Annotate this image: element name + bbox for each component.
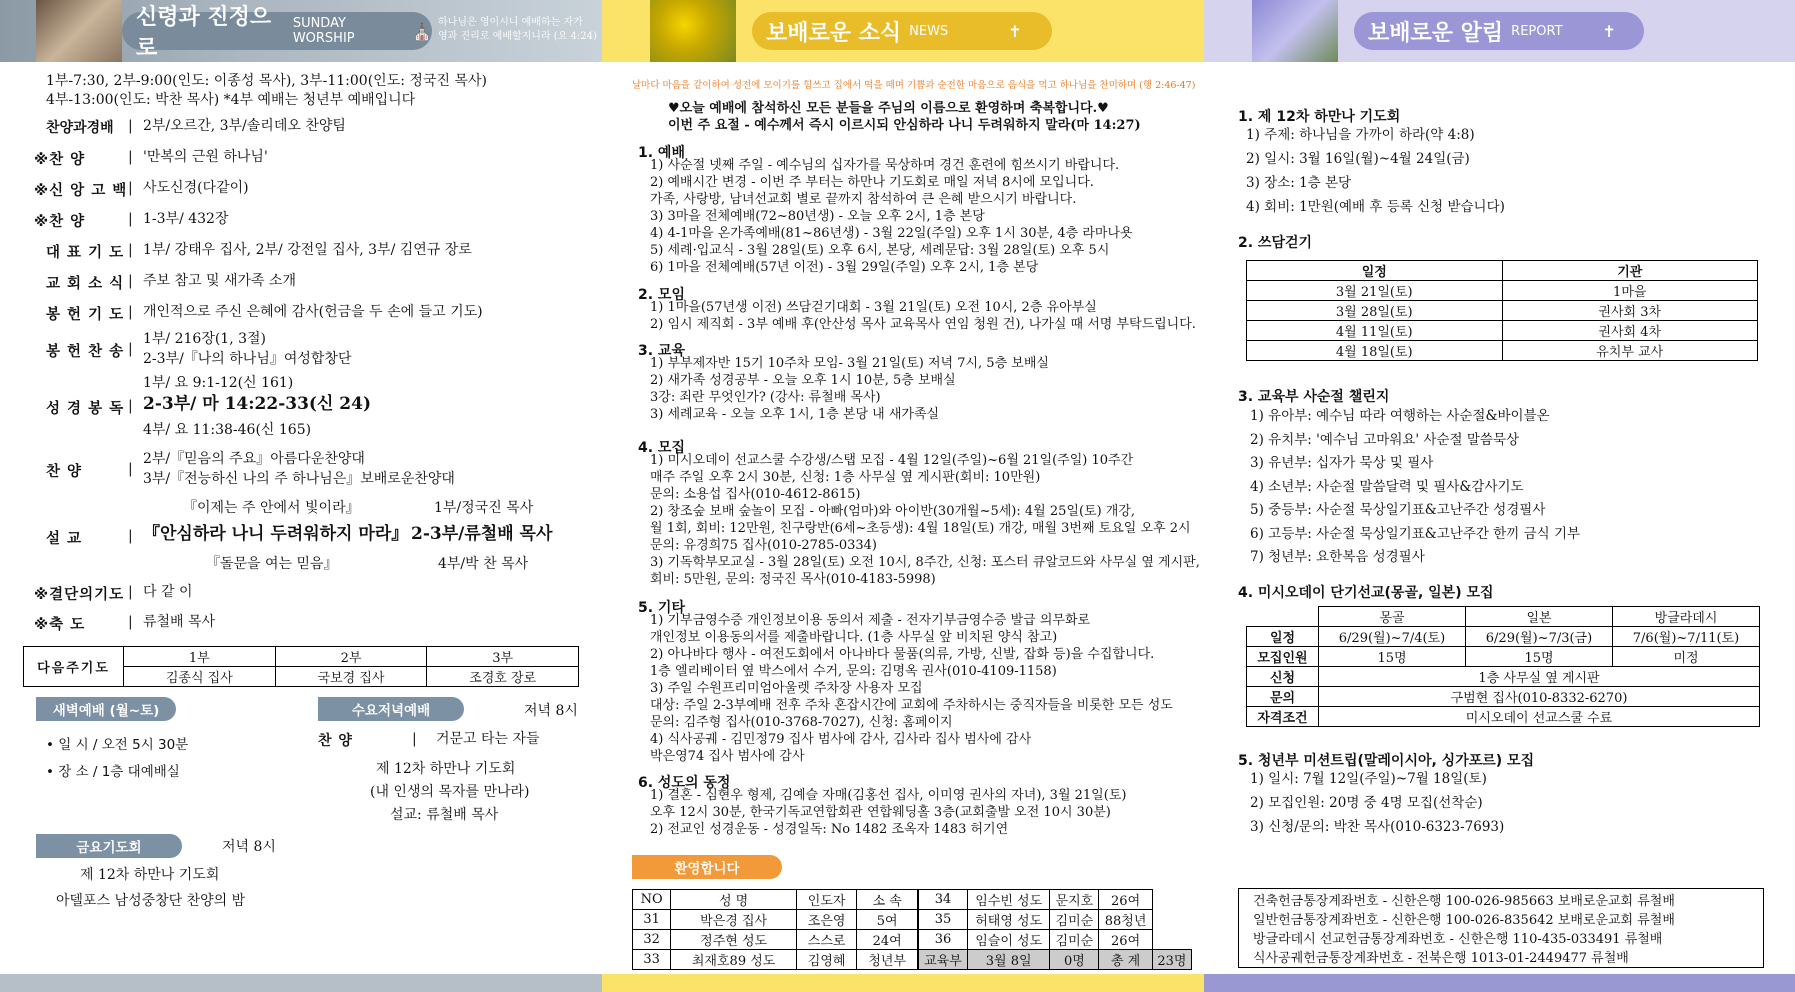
wt-cell: 36 xyxy=(919,930,968,950)
wt-cell: 허태영 성도 xyxy=(967,910,1049,930)
row2-sep-0: | xyxy=(128,584,133,600)
hymn-line-1: 1부/ 216장(1, 3절) xyxy=(143,331,267,347)
wt-cell: 5여 xyxy=(857,910,918,930)
wt-head: 소 속 xyxy=(857,890,918,910)
row-label-2: ※신 앙 고 백 xyxy=(34,183,128,199)
wednesday-time: 저녁 8시 xyxy=(524,703,578,719)
news-s5-line: 개인정보 이용동의서를 제출바랍니다. (1층 사무실 앞 비치된 양식 참고) xyxy=(650,630,1058,645)
row-label-0: 찬양과경배 xyxy=(46,120,114,136)
walk-cell: 4월 11일(토) xyxy=(1247,321,1503,341)
row-text-2: 사도신경(다같이) xyxy=(143,180,249,196)
wt-total: 23명 xyxy=(1152,950,1191,970)
report-a2-title: 2. 쓰담걷기 xyxy=(1238,235,1313,251)
row-sep-3: | xyxy=(128,211,133,227)
wt-cell: 스스로 xyxy=(796,930,857,950)
header-photo-flowers xyxy=(650,0,736,62)
sermon-1-title: 『이제는 주 안에서 빛이라』 xyxy=(183,500,360,516)
report-a4-title: 4. 미시오데이 단기선교(몽골, 일본) 모집 xyxy=(1238,585,1494,601)
news-s5-line: 1층 엘리베이터 옆 박스에서 수거, 문의: 김명옥 권사(010-4109-1158) xyxy=(650,664,1057,679)
news-footer-band xyxy=(602,974,1204,992)
friday-time: 저녁 8시 xyxy=(222,839,276,855)
row2-text-1: 류철배 목사 xyxy=(143,614,216,630)
mission-cell: 미정 xyxy=(1613,647,1760,667)
wednesday-praise-label: 찬 양 xyxy=(318,733,353,749)
reading-post: 4부/ 요 11:38-46(신 165) xyxy=(143,422,312,438)
wt-cell: 최재호89 성도 xyxy=(671,950,797,970)
report-a3-line: 2) 유치부: '예수님 고마워요' 사순절 말씀묵상 xyxy=(1250,431,1519,448)
sermon-sep: | xyxy=(128,528,133,544)
wt-cell: 조은영 xyxy=(796,910,857,930)
wt-total: 교육부 xyxy=(919,950,968,970)
row-sep-6: | xyxy=(128,304,133,320)
bank-accounts-box xyxy=(1238,888,1764,968)
wt-head: NO xyxy=(633,890,671,910)
walking-schedule-table xyxy=(1246,260,1758,361)
mission-cell: 6/29(월)~7/4(토) xyxy=(1319,627,1466,647)
news-s1-line: 1) 사순절 넷째 주일 - 예수님의 십자가를 묵상하며 경건 훈련에 힘쓰시기 바랍니다. xyxy=(650,158,1120,173)
welcome-line: ♥오늘 예배에 참석하신 모든 분들을 주님의 이름으로 환영하며 축복합니다.♥ xyxy=(668,101,1109,116)
news-s6-line: 1) 결혼 - 심현우 형제, 김예슬 자매(김홍선 집사, 이미영 권사의 자녀), 3월 21일(토) xyxy=(650,788,1127,803)
news-s5-line: 2) 아나바다 행사 - 여전도회에서 아나바다 물품(의류, 가방, 신발, 잡화 등)을 수집합니다. xyxy=(650,647,1155,662)
row-text-6: 개인적으로 주신 은혜에 감사(헌금을 두 손에 들고 기도) xyxy=(143,304,483,320)
report-a5-title: 5. 청년부 미션트립(말레이시아, 싱가포르) 모집 xyxy=(1238,753,1535,769)
news-s1-line: 5) 세례·입교식 - 3월 28일(토) 오후 6시, 본당, 세례문답: 3월 28일(토) 오후 5시 xyxy=(650,243,1110,258)
wt-cell: 88청년 xyxy=(1099,910,1153,930)
mission-head: 일본 xyxy=(1466,607,1613,627)
header-photo xyxy=(36,0,122,62)
service-times-1: 1부-7:30, 2부-9:00(인도: 이종성 목사), 3부-11:00(인도: 정국진 목사) xyxy=(46,73,487,89)
row-text-0: 2부/오르간, 3부/솔리데오 찬양팀 xyxy=(143,118,346,134)
report-a3-line: 6) 고등부: 사순절 묵상일기표&고난주간 한끼 금식 기부 xyxy=(1250,525,1581,542)
news-s5-line: 4) 식사공궤 - 김민정79 집사 범사에 감사, 김사라 집사 범사에 감사 xyxy=(650,732,1032,747)
church-icon: ⛪ xyxy=(412,21,432,41)
news-s1-line: 4) 4-1마을 온가족예배(81~86년생) - 3월 22일(주일) 오후 1시 30분, 4층 라마나욧 xyxy=(650,226,1133,241)
praise-line-1: 2부/『믿음의 주요』아름다운찬양대 xyxy=(143,451,365,467)
bank-account-line: 일반헌금통장계좌번호 - 신한은행 100-026-835642 보배로운교회 류철배 xyxy=(1253,913,1675,928)
walk-cell: 4월 18일(토) xyxy=(1247,341,1503,361)
wt-cell: 박은경 집사 xyxy=(671,910,797,930)
row2-label-0: ※결단의기도 xyxy=(34,587,125,603)
header-photo-lavender xyxy=(1252,0,1338,62)
walk-cell: 권사회 3차 xyxy=(1502,301,1758,321)
sermon-main-title: 『안심하라 나니 두려워하지 마라』 xyxy=(143,524,409,544)
wt-cell: 문지호 xyxy=(1050,890,1099,910)
wednesday-line-3: 설교: 류철배 목사 xyxy=(390,807,499,823)
dove-icon: ✝ xyxy=(1602,21,1616,41)
next-table-label: 다음주기도 xyxy=(24,647,124,687)
friday-line-1: 제 12차 하만나 기도회 xyxy=(80,867,220,883)
row-text-1: '만복의 근원 하나님' xyxy=(143,149,268,165)
mission-row-label: 문의 xyxy=(1247,687,1319,707)
wt-cell: 김영혜 xyxy=(796,950,857,970)
welcome-pill: 환영합니다 xyxy=(632,855,782,879)
walk-head: 기관 xyxy=(1502,261,1758,281)
reading-main: 2-3부/ 마 14:22-33(신 24) xyxy=(143,394,371,414)
row-text-4: 1부/ 강태우 집사, 2부/ 강전일 집사, 3부/ 김연규 장로 xyxy=(143,242,472,258)
mission-table xyxy=(1246,606,1760,727)
dawn-pill: 새벽예배 (월~토) xyxy=(36,697,176,721)
next-week-prayer-table xyxy=(23,646,579,687)
mission-cell: 1층 사무실 옆 게시판 xyxy=(1319,667,1760,687)
newcomers-table-right xyxy=(918,889,1192,970)
row-text-3: 1-3부/ 432장 xyxy=(143,211,229,227)
row-sep-1: | xyxy=(128,149,133,165)
report-a1-line: 2) 일시: 3월 16일(월)~4월 24일(금) xyxy=(1246,151,1470,167)
mission-cell: 구범현 집사(010-8332-6270) xyxy=(1319,687,1760,707)
report-a5-line: 1) 일시: 7월 12일(주일)~7월 18일(토) xyxy=(1250,771,1487,787)
news-column xyxy=(602,0,1204,992)
news-s4-line: 매주 주일 오후 2시 30분, 신청: 1층 사무실 옆 게시판(회비: 10만원) xyxy=(650,470,1041,485)
row-sep-4: | xyxy=(128,242,133,258)
report-a3-line: 7) 청년부: 요한복음 성경필사 xyxy=(1250,549,1425,565)
wednesday-line-1: 제 12차 하만나 기도회 xyxy=(376,761,516,777)
news-s5-line: 대상: 주일 2-3부예배 전후 주차 혼잡시간에 교회에 주차하시는 중직자들을 비롯한 모든 성도 xyxy=(650,698,1173,713)
news-s4-line: 월 1회, 회비: 12만원, 친구랑반(6세~초등생): 4월 18일(토) 개강, 매월 3번째 토요일 오후 2시 xyxy=(650,521,1191,536)
row2-text-0: 다 같 이 xyxy=(143,584,193,600)
news-s3-line: 2) 새가족 성경공부 - 오늘 오후 1시 10분, 5층 보배실 xyxy=(650,373,956,388)
next-table-v2: 국보경 집사 xyxy=(275,667,427,687)
mission-row-label: 모집인원 xyxy=(1247,647,1319,667)
news-s5-line: 1) 기부금영수증 개인정보이용 동의서 제출 - 전자기부금영수증 발급 의무화로 xyxy=(650,613,1091,628)
news-s3-line: 3강: 죄란 무엇인가? (강사: 류철배 목사) xyxy=(650,390,881,405)
news-s4-line: 문의: 소용섭 집사(010-4612-8615) xyxy=(650,487,861,502)
report-a1-line: 1) 주제: 하나님을 가까이 하라(약 4:8) xyxy=(1246,127,1475,143)
bank-account-line: 건축헌금통장계좌번호 - 신한은행 100-026-985663 보배로운교회 류철배 xyxy=(1253,894,1675,909)
row-text-5: 주보 참고 및 새가족 소개 xyxy=(143,273,297,289)
wt-cell: 33 xyxy=(633,950,671,970)
row-sep-5: | xyxy=(128,273,133,289)
worship-title: 신령과 진정으로 xyxy=(136,5,272,61)
report-a3-title: 3. 교육부 사순절 챌린지 xyxy=(1238,389,1390,405)
news-s1-line: 3) 3마을 전체예배(72~80년생) - 오늘 오후 2시, 1층 본당 xyxy=(650,209,985,224)
report-a3-line: 4) 소년부: 사순절 말씀달력 및 필사&감사기도 xyxy=(1250,478,1524,495)
service-times-2: 4부-13:00(인도: 박찬 목사) *4부 예배는 청년부 예배입니다 xyxy=(46,92,416,108)
next-table-h3: 3부 xyxy=(427,647,579,667)
sermon-2-preacher: 4부/박 찬 목사 xyxy=(438,556,529,572)
report-a1-title: 1. 제 12차 하만나 기도회 xyxy=(1238,109,1401,125)
sermon-label: 설 교 xyxy=(46,531,83,547)
wt-cell: 31 xyxy=(633,910,671,930)
wt-total: 총 계 xyxy=(1099,950,1153,970)
bank-account-line: 식사공궤헌금통장계좌번호 - 전북은행 1013-01-2449477 류철배 xyxy=(1253,951,1629,966)
bank-account-line: 방글라데시 선교헌금통장계좌번호 - 신한은행 110-435-033491 류철배 xyxy=(1253,932,1663,947)
mission-cell: 7/6(월)~7/11(토) xyxy=(1613,627,1760,647)
news-header-pill xyxy=(752,12,1052,50)
report-subtitle: REPORT xyxy=(1511,23,1563,39)
report-footer-band xyxy=(1204,974,1795,992)
dove-icon: ✝ xyxy=(1008,21,1022,41)
sermon-1-preacher: 1부/정국진 목사 xyxy=(434,500,534,516)
hymn-sep: | xyxy=(128,341,133,357)
report-a3-line: 1) 유아부: 예수님 따라 여행하는 사순절&바이블온 xyxy=(1250,408,1550,424)
reading-label: 성 경 봉 독 xyxy=(46,401,125,417)
wt-head: 인도자 xyxy=(796,890,857,910)
friday-pill: 금요기도회 xyxy=(36,834,182,858)
row2-label-1: ※축 도 xyxy=(34,617,86,633)
wednesday-praise-sep: | xyxy=(412,731,417,747)
header-verse-line1: 하나님은 영이시니 예배하는 자가 xyxy=(438,17,583,28)
walk-head: 일정 xyxy=(1247,261,1503,281)
mission-row-label: 일정 xyxy=(1247,627,1319,647)
news-s6-title: 6. 성도의 동정 xyxy=(638,775,731,791)
wt-cell: 임수빈 성도 xyxy=(967,890,1049,910)
walk-cell: 1마을 xyxy=(1502,281,1758,301)
mission-cell: 15명 xyxy=(1319,647,1466,667)
header-verse xyxy=(438,16,597,44)
row2-sep-1: | xyxy=(128,614,133,630)
news-verse: 날마다 마음을 같이하여 성전에 모이기를 힘쓰고 집에서 떡을 떼며 기쁨과 순전한 마음으로 음식을 먹고 하나님을 찬미하며 (행 2:46-47) xyxy=(632,80,1196,91)
row-label-1: ※찬 양 xyxy=(34,152,86,168)
wednesday-praise: 거문고 타는 자들 xyxy=(436,731,540,747)
worship-footer-band xyxy=(0,974,602,992)
row-label-3: ※찬 양 xyxy=(34,214,86,230)
row-label-6: 봉 헌 기 도 xyxy=(46,307,125,323)
weekly-verse: 이번 주 요절 - 예수께서 즉시 이르시되 안심하라 나니 두려워하지 말라(마 14:27) xyxy=(668,118,1141,133)
next-table-h1: 1부 xyxy=(124,647,276,667)
report-column xyxy=(1204,0,1795,992)
worship-subtitle: SUNDAY WORSHIP xyxy=(292,16,355,46)
news-s4-line: 1) 미시오데이 선교스쿨 수강생/스탭 모집 - 4월 12일(주일)~6월 21일(주일) 10주간 xyxy=(650,453,1134,468)
dawn-time: • 일 시 / 오전 5시 30분 xyxy=(46,737,189,753)
news-s1-line: 가족, 사랑방, 남녀선교회 별로 끝까지 참석하여 큰 은혜 받으시기 바랍니다. xyxy=(650,192,1077,207)
walk-cell: 권사회 4차 xyxy=(1502,321,1758,341)
row-label-4: 대 표 기 도 xyxy=(46,245,125,261)
walk-cell: 유치부 교사 xyxy=(1502,341,1758,361)
news-s5-title: 5. 기타 xyxy=(638,600,685,616)
news-s4-line: 3) 기독학부모교실 - 3월 28일(토) 오전 10시, 8주간, 신청: 포스터 큐알코드와 사무실 옆 게시판, xyxy=(650,555,1200,570)
friday-line-2: 아델포스 남성중창단 찬양의 밤 xyxy=(56,893,246,909)
wt-cell: 청년부 xyxy=(857,950,918,970)
news-s1-line: 6) 1마을 전체예배(57년 이전) - 3월 29일(주일) 오후 2시, 1층 본당 xyxy=(650,260,1039,275)
reading-sep: | xyxy=(128,398,133,414)
mission-row-label: 자격조건 xyxy=(1247,707,1319,727)
news-s5-line: 박은영74 집사 범사에 감사 xyxy=(650,749,805,764)
next-table-v3: 조경호 장로 xyxy=(427,667,579,687)
news-s2-line: 2) 임시 제직회 - 3부 예배 후(안산성 목사 교육목사 연임 청원 건), 나가실 때 서명 부탁드립니다. xyxy=(650,317,1196,332)
mission-cell: 6/29(월)~7/3(금) xyxy=(1466,627,1613,647)
wt-cell: 정주현 성도 xyxy=(671,930,797,950)
report-title: 보배로운 알림 xyxy=(1368,20,1504,46)
report-a1-line: 4) 회비: 1만원(예배 후 등록 신청 받습니다) xyxy=(1246,199,1505,215)
wt-cell: 34 xyxy=(919,890,968,910)
news-s6-line: 2) 전교인 성경운동 - 성경일독: No 1482 조옥자 1483 허기연 xyxy=(650,822,1009,837)
praise-sep: | xyxy=(128,461,133,477)
news-s4-title: 4. 모집 xyxy=(638,440,685,456)
next-table-v1: 김종식 집사 xyxy=(124,667,276,687)
wt-total: 3월 8일 xyxy=(967,950,1049,970)
mission-head: 방글라데시 xyxy=(1613,607,1760,627)
news-s5-line: 문의: 김주형 집사(010-3768-7027), 신청: 홈페이지 xyxy=(650,715,953,730)
mission-head-blank xyxy=(1247,607,1319,627)
next-table-h2: 2부 xyxy=(275,647,427,667)
sermon-2-title: 『돌문을 여는 믿음』 xyxy=(206,556,338,572)
row-sep-0: | xyxy=(128,118,133,134)
wt-cell: 김미순 xyxy=(1050,930,1099,950)
dawn-place: • 장 소 / 1층 대예배실 xyxy=(46,764,180,780)
praise-line-2: 3부/『전능하신 나의 주 하나님은』보배로운찬양대 xyxy=(143,471,455,487)
wednesday-pill: 수요저녁예배 xyxy=(318,697,464,721)
news-s3-line: 1) 부부제자반 15기 10주차 모임- 3월 21일(토) 저녁 7시, 5층 보배실 xyxy=(650,356,1049,371)
news-s2-title: 2. 모임 xyxy=(638,287,685,303)
header-verse-line2: 영과 진리로 예배할지니라 (요 4:24) xyxy=(438,31,597,42)
row-label-5: 교 회 소 식 xyxy=(46,276,125,292)
wt-cell: 32 xyxy=(633,930,671,950)
report-a3-line: 3) 유년부: 십자가 묵상 및 필사 xyxy=(1250,455,1434,471)
news-s4-line: 문의: 유경희75 집사(010-2785-0334) xyxy=(650,538,878,553)
news-title: 보배로운 소식 xyxy=(766,20,902,46)
mission-head: 몽골 xyxy=(1319,607,1466,627)
news-s1-title: 1. 예배 xyxy=(638,145,685,161)
report-a5-line: 3) 신청/문의: 박찬 목사(010-6323-7693) xyxy=(1250,819,1505,835)
news-s2-line: 1) 1마을(57년생 이전) 쓰담걷기대회 - 3월 21일(토) 오전 10시, 2층 유아부실 xyxy=(650,300,1097,315)
news-s5-line: 3) 주일 수원프리미엄아울렛 주차장 사용자 모집 xyxy=(650,681,923,696)
praise-label: 찬 양 xyxy=(46,464,83,480)
news-s3-line: 3) 세례교육 - 오늘 오후 1시, 1층 본당 내 새가족실 xyxy=(650,407,940,422)
walk-cell: 3월 28일(토) xyxy=(1247,301,1503,321)
report-a5-line: 2) 모집인원: 20명 중 4명 모집(선착순) xyxy=(1250,795,1483,811)
newcomers-table-left xyxy=(632,889,918,970)
row-sep-2: | xyxy=(128,180,133,196)
wt-cell: 26여 xyxy=(1099,890,1153,910)
wt-cell: 26여 xyxy=(1099,930,1153,950)
mission-row-label: 신청 xyxy=(1247,667,1319,687)
worship-header-pill xyxy=(122,5,432,61)
wt-cell: 35 xyxy=(919,910,968,930)
news-s3-title: 3. 교육 xyxy=(638,343,685,359)
news-subtitle: NEWS xyxy=(909,23,949,39)
news-s6-line: 오후 12시 30분, 한국기독교연합회관 연합웨딩홀 3층(교회출발 오전 10시 30분) xyxy=(650,805,1111,820)
sermon-main-preacher: 2-3부/류철배 목사 xyxy=(411,524,553,544)
wt-cell: 24여 xyxy=(857,930,918,950)
wednesday-line-2: (내 인생의 목자를 만나라) xyxy=(370,784,530,800)
mission-cell: 미시오데이 선교스쿨 수료 xyxy=(1319,707,1760,727)
report-a1-line: 3) 장소: 1층 본당 xyxy=(1246,175,1352,191)
wt-cell: 김미순 xyxy=(1050,910,1099,930)
hymn-label: 봉 헌 찬 송 xyxy=(46,344,125,360)
report-a3-line: 5) 중등부: 사순절 묵상일기표&고난주간 성경필사 xyxy=(1250,502,1546,518)
wt-total: 0명 xyxy=(1050,950,1099,970)
hymn-line-2: 2-3부/『나의 하나님』여성합창단 xyxy=(143,351,352,367)
wt-head: 성 명 xyxy=(671,890,797,910)
wt-cell: 임슬이 성도 xyxy=(967,930,1049,950)
reading-pre: 1부/ 요 9:1-12(신 161) xyxy=(143,375,294,391)
mission-cell: 15명 xyxy=(1466,647,1613,667)
report-header-pill xyxy=(1354,12,1644,50)
worship-column xyxy=(0,0,602,992)
news-s4-line: 2) 창조숲 보배 숲놀이 모집 - 아빠(엄마)와 아이반(30개월~5세): 4월 25일(토) 개강, xyxy=(650,504,1136,519)
walk-cell: 3월 21일(토) xyxy=(1247,281,1503,301)
news-s1-line: 2) 예배시간 변경 - 이번 주 부터는 하만나 기도회로 매일 저녁 8시에 모입니다. xyxy=(650,175,1094,190)
news-s4-line: 회비: 5만원, 문의: 정국진 목사(010-4183-5998) xyxy=(650,572,936,587)
